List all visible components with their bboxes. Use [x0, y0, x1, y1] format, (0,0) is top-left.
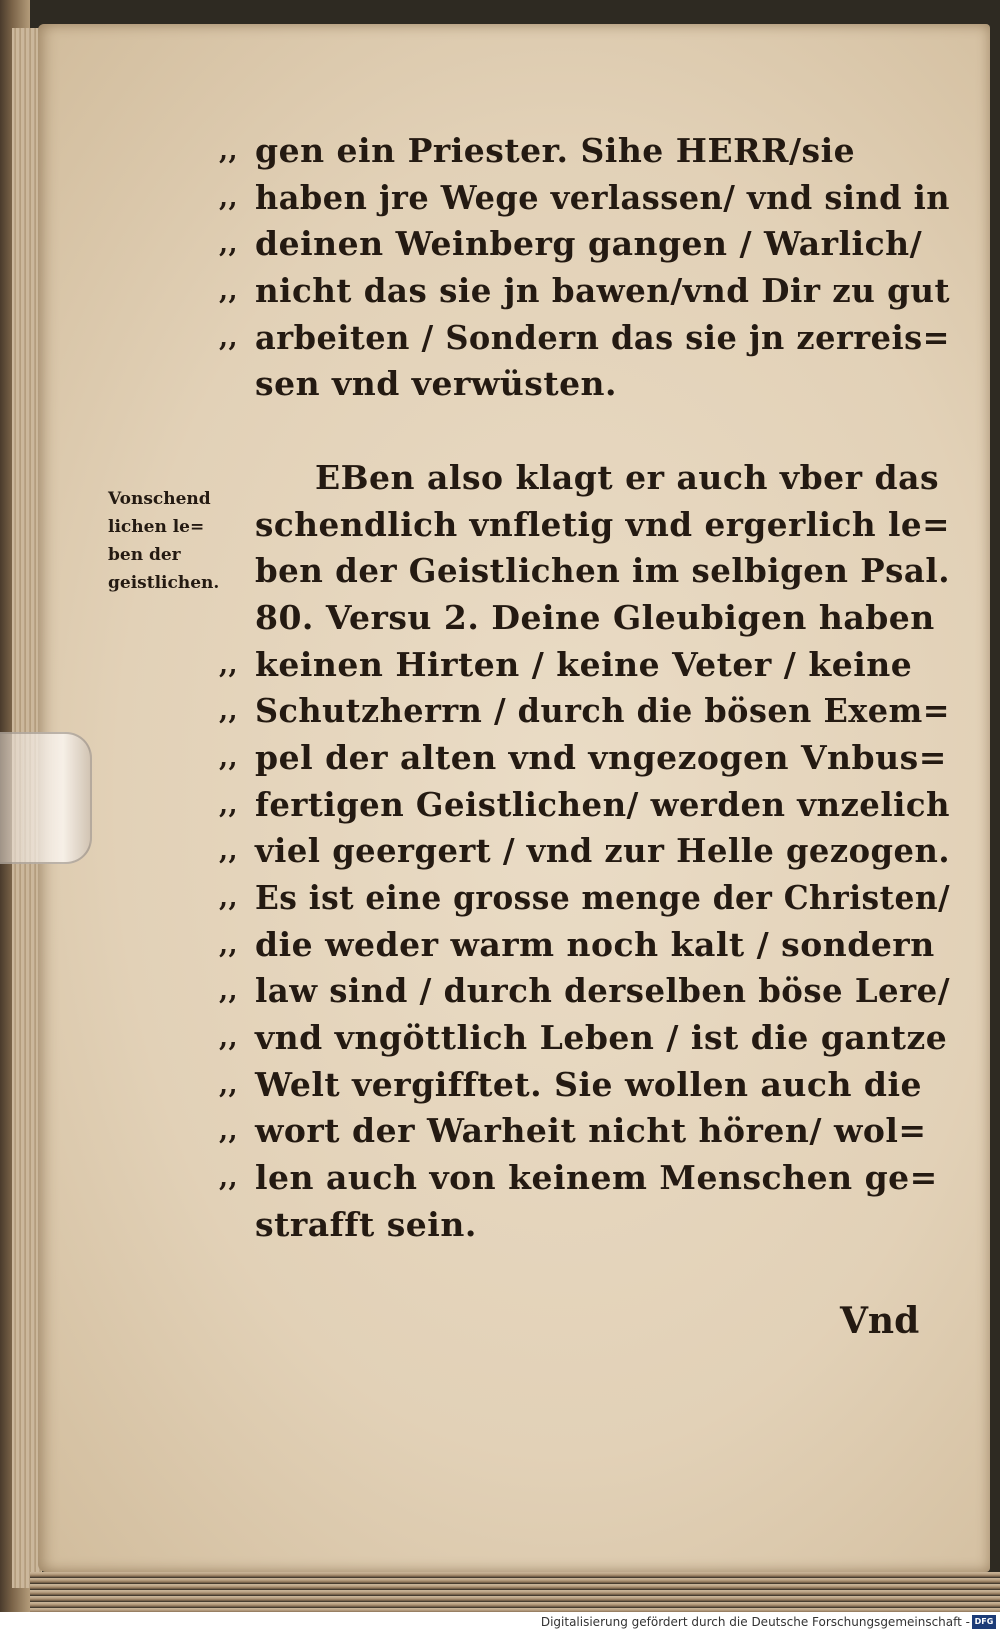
- text-line-content: 80. Versu 2. Deine Gleubigen haben: [255, 597, 935, 637]
- text-line: [215, 175, 950, 222]
- text-line: [215, 595, 950, 642]
- text-line-content: strafft sein.: [255, 1204, 477, 1244]
- page-text: [215, 128, 950, 1249]
- quotation-mark: ,,: [219, 182, 239, 213]
- text-line-content: arbeiten / Sondern das sie jn zerreis=: [255, 317, 950, 357]
- text-line: [215, 642, 950, 689]
- text-line-content: law sind / durch derselben böse Lere/: [255, 971, 950, 1011]
- text-line: [215, 221, 950, 268]
- text-line: [215, 922, 950, 969]
- quotation-mark: ,,: [219, 696, 239, 727]
- text-line-content: haben jre Wege verlassen/ vnd sind in: [255, 177, 950, 217]
- marginal-note-line: ben der: [108, 545, 181, 565]
- marginal-note: [108, 485, 248, 597]
- dfg-logo-icon: DFG: [972, 1615, 996, 1629]
- text-line-content: wort der Warheit nicht hören/ wol=: [255, 1111, 927, 1151]
- text-line-content: ben der Geistlichen im selbigen Psal.: [255, 551, 950, 591]
- text-line: [215, 1108, 950, 1155]
- page-clip: [0, 732, 92, 864]
- paragraph-gap: [215, 408, 950, 455]
- text-line: [215, 735, 950, 782]
- catchword: Vnd: [840, 1300, 920, 1342]
- footer-credit-text: Digitalisierung gefördert durch die Deutsche Forschungsgemeinschaft -: [540, 1615, 970, 1629]
- text-line: [215, 268, 950, 315]
- quotation-mark: ,,: [219, 229, 239, 260]
- quotation-mark: ,,: [219, 322, 239, 353]
- text-line: [215, 1062, 950, 1109]
- text-line-content: viel geergert / vnd zur Helle gezogen.: [255, 831, 950, 871]
- text-line-content: sen vnd verwüsten.: [255, 364, 618, 404]
- quotation-mark: ,,: [219, 649, 239, 680]
- text-line: [215, 828, 950, 875]
- text-line: [215, 455, 950, 502]
- marginal-note-line: Vonschend: [108, 489, 211, 509]
- text-line-content: die weder warm noch kalt / sondern: [255, 924, 935, 964]
- text-line: [215, 502, 950, 549]
- text-line-content: nicht das sie jn bawen/vnd Dir zu gut: [255, 271, 950, 311]
- text-line-content: pel der alten vnd vngezogen Vnbus=: [255, 737, 947, 777]
- quotation-mark: ,,: [219, 836, 239, 867]
- text-line: [215, 315, 950, 362]
- text-line-content: Es ist eine grosse menge der Christen/: [255, 878, 950, 917]
- text-line: [215, 1015, 950, 1062]
- marginal-note-line: lichen le=: [108, 517, 205, 537]
- page-bottom-edges: [30, 1572, 1000, 1612]
- quotation-mark: ,,: [219, 976, 239, 1007]
- text-line: [215, 1155, 950, 1202]
- quotation-mark: ,,: [219, 276, 239, 307]
- text-line-content: deinen Weinberg gangen / Warlich/: [255, 224, 923, 264]
- text-line: [215, 688, 950, 735]
- text-line-content: Welt vergifftet. Sie wollen auch die: [255, 1064, 923, 1104]
- quotation-mark: ,,: [219, 929, 239, 960]
- marginal-note-line: geistlichen.: [108, 573, 220, 593]
- text-line: [215, 968, 950, 1015]
- text-line-content: EBen also klagt er auch vber das: [315, 457, 940, 497]
- quotation-mark: ,,: [219, 789, 239, 820]
- text-line-content: vnd vngöttlich Leben / ist die gantze: [255, 1018, 948, 1058]
- text-line: [215, 1202, 950, 1249]
- text-line: [215, 548, 950, 595]
- text-line-content: gen ein Priester. Sihe HERR/sie: [255, 131, 856, 170]
- text-line: [215, 361, 950, 408]
- text-line-content: fertigen Geistlichen/ werden vnzelich: [255, 784, 950, 824]
- text-line: [215, 128, 950, 175]
- text-line-content: keinen Hirten / keine Veter / keine: [255, 644, 913, 684]
- text-line: [215, 875, 950, 922]
- text-line-content: len auch von keinem Menschen ge=: [255, 1158, 938, 1198]
- quotation-mark: ,,: [219, 1069, 239, 1100]
- digitization-footer: [0, 1612, 1000, 1633]
- quotation-mark: ,,: [219, 1116, 239, 1147]
- quotation-mark: ,,: [219, 1023, 239, 1054]
- text-line-content: schendlich vnfletig vnd ergerlich le=: [255, 504, 950, 544]
- text-line-content: Schutzherrn / durch die bösen Exem=: [255, 691, 950, 731]
- quotation-mark: ,,: [219, 1163, 239, 1194]
- quotation-mark: ,,: [219, 136, 239, 166]
- quotation-mark: ,,: [219, 742, 239, 773]
- quotation-mark: ,,: [219, 883, 239, 913]
- text-line: [215, 782, 950, 829]
